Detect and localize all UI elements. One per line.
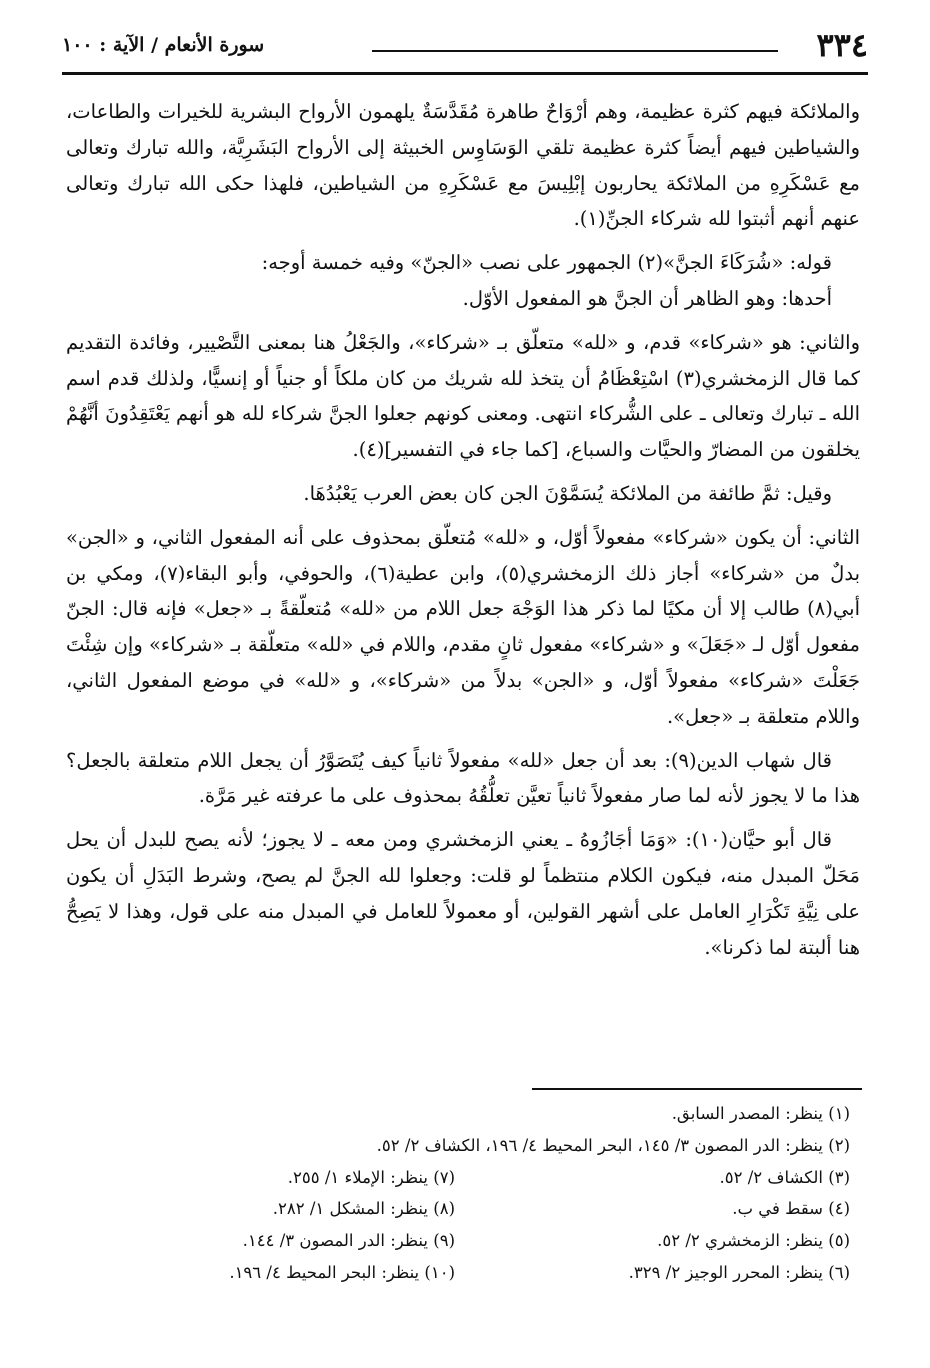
header-rule [372, 50, 778, 52]
paragraph: قال أبو حيَّان(١٠): «وَمَا أجَازُوهُ ـ يعني الزمخشري ومن معه ـ لا يجوز؛ لأنه يصح للبدل أن يحل مَحَلّ المبدل منه، فيكون الكلام منتظماً لو قلت: وجعلوا لله الجنَّ لم يصح، وشرط البَدَلِ أن يكون على نِيَّةِ تَكْرَارِ العامل على أشهر القولين، أو معمولاً للعامل في المبدل منه على قول، وهذا لا يَصِحُّ هنا ألبتة لما ذكرنا». [66, 828, 860, 959]
footnotes [60, 1098, 850, 1289]
paragraph: قال شهاب الدين(٩): بعد أن جعل «لله» مفعولاً ثانياً كيف يُتَصَوَّرُ أن يجعل اللام متعلقة بالجعل؟ هذا ما لا يجوز لأنه لما صار مفعولاً ثانياً تعيَّن تعلُّقُهُ بمحذوف على ما عرفته غير مَرَّة. [66, 748, 860, 808]
footnote-row [60, 1130, 850, 1162]
footnote: (٦) ينظر: المحرر الوجيز ٢/ ٣٢٩. [628, 1262, 850, 1282]
footnote: (٢) ينظر: الدر المصون ٣/ ١٤٥، البحر المحيط ٤/ ١٩٦، الكشاف ٢/ ٥٢. [376, 1135, 850, 1155]
footnote-row [60, 1257, 850, 1289]
paragraph: الثاني: أن يكون «شركاء» مفعولاً أوّل، و «لله» مُتعلّق بمحذوف على أنه المفعول الثاني، و «الجن» بدلٌ من «شركاء» أجاز ذلك الزمخشري(٥)، وابن عطية(٦)، والحوفي، وأبو البقاء(٧)، ومكي بن أبي(٨) طالب إلا أن مكيًا لما ذكر هذا الوَجْهَ جعل اللام من «لله» مُتعلّقةً بـ «جعل» فإنه قال: الجنّ مفعول أوّل لـ «جَعَلَ» و «شركاء» مفعول ثانٍ مقدم، واللام في «لله» متعلّقة بـ «شركاء» وإن شِئْتَ جَعَلْتَ «شركاء» مفعولاً أوّل، و «الجن» بدلاً من «شركاء»، و «لله» في موضع المفعول الثاني، واللام متعلقة بـ «جعل». [66, 525, 861, 728]
footnote: (٥) ينظر: الزمخشري ٢/ ٥٢. [657, 1231, 850, 1251]
footnote-row [60, 1225, 850, 1257]
footnote: (٨) ينظر: المشكل ١/ ٢٨٢. [272, 1199, 455, 1219]
page-number: ٣٣٤ [816, 26, 868, 64]
running-title: سورة الأنعام / الآية : ١٠٠ [62, 34, 265, 56]
footnote: (٤) سقط في ب. [732, 1199, 850, 1219]
main-text [66, 94, 860, 965]
footnote: (١) ينظر: المصدر السابق. [671, 1104, 850, 1123]
footnote: (١٠) ينظر: البحر المحيط ٤/ ١٩٦. [229, 1262, 455, 1282]
footnote: (٣) الكشاف ٢/ ٥٢. [719, 1167, 850, 1187]
paragraph: قوله: «شُرَكَاءَ الجنَّ»(٢) الجمهور على نصب «الجنّ» وفيه خمسة أوجه: [261, 251, 832, 275]
footnote-row [60, 1098, 850, 1130]
footnote: (٩) ينظر: الدر المصون ٣/ ١٤٤. [242, 1231, 455, 1251]
paragraph: والثاني: هو «شركاء» قدم، و «لله» متعلّق بـ «شركاء»، والجَعْلُ هنا بمعنى التَّصْيير، وفائدة التقديم كما قال الزمخشري(٣) اسْتِعْظَامُ أن يتخذ لله شريك من كان ملكاً أو جنياً أو إنسيًّا، ولذلك قدم اسم الله ـ تبارك وتعالى ـ على الشُّركاء انتهى. ومعنى كونهم جعلوا الجنَّ شركاء لله هو أنهم يَعْتَقِدُونَ أنَّهُمْ يخلقون من المضارّ والحيَّات والسباع، [كما جاء في التفسير](٤). [66, 330, 860, 462]
footnote-row [60, 1162, 850, 1194]
page-header [62, 24, 868, 75]
paragraph: أحدها: وهو الظاهر أن الجنَّ هو المفعول الأوّل. [462, 286, 832, 310]
paragraph: والملائكة فيهم كثرة عظيمة، وهم أرْوَاحٌ طاهرة مُقَدَّسَةٌ يلهمون الأرواح البشرية للخيرات والطاعات، والشياطين فيهم أيضاً كثرة عظيمة تلقي الوَسَاوِس الخبيثة إلى الأرواح البَشَرِيَّة، والله تبارك وتعالى مع عَسْكَرِهِ من الملائكة يحاربون إبْلِيسَ مع عَسْكَرِهِ من الشياطين، فلهذا حكى الله تبارك وتعالى عنهم أنهم أثبتوا لله شركاء الجنِّ(١). [66, 100, 860, 231]
paragraph: وقيل: ثمَّ طائفة من الملائكة يُسَمَّوْنَ الجن كان بعض العرب يَعْبُدُهَا. [303, 481, 832, 505]
footnote-rule [532, 1088, 862, 1090]
footnote: (٧) ينظر: الإملاء ١/ ٢٥٥. [287, 1167, 455, 1187]
footnote-row [60, 1193, 850, 1225]
